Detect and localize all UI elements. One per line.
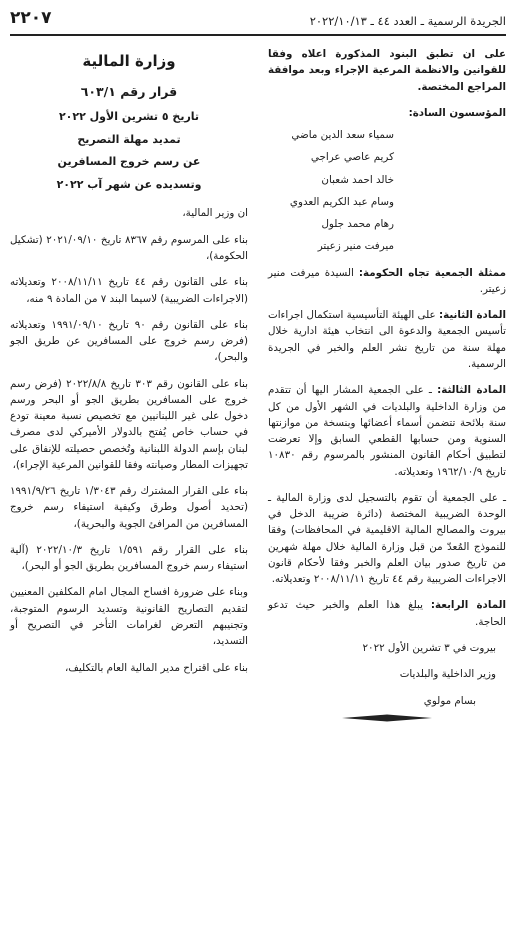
representative-paragraph	[268, 265, 506, 298]
article-3-label: المادة الثالثة:	[437, 384, 507, 397]
preamble-clause: بناء على القرار رقم ١/٥٩١ تاريخ ٢٠٢٢/١٠/٣ (آلية استيفاء رسم خروج المسافرين بطريق الجو أو البحر)،	[10, 543, 248, 573]
article-3-text: ـ على الجمعية المشار اليها أن تتقدم من وزارة الداخلية والبلديات في الشهر الأول من كل سنة بلائحة تتضمن أسماء أعضائها وبنسخة من موازنتها السنوية ومن حسابها القطعي السابق وإلا تعرضت لتطبيق أحكام القانون المنشور بالمرسوم رقم ١٠٨٣٠ تاريخ ١٩٦٢/١٠/٩ وتعديلاته.	[268, 384, 506, 478]
preamble-opening: ان وزير المالية،	[182, 207, 248, 220]
signature-title: وزير الداخلية والبلديات	[399, 668, 496, 681]
preamble-clause: بناء على القانون رقم ٣٠٣ تاريخ ٢٠٢٢/٨/٨ (فرض رسم خروج على المسافرين بطريق الجو أو البحر ورسم دخول على غير اللبنانيين مع تخصيص نسبة معينة تودع في حساب خاص يُفتح بالدولار الأميركي لدى مصرف لبنان بإسم الدولة اللبنانية وتُخصص حصيلته للإنفاق على تجهيزات المطار وصيانته وفقا للقوانين المرعية الإجراء)،	[10, 377, 248, 471]
founder-name: ميرفت منير زعيتر	[317, 240, 394, 253]
decision-subject-1: تمديد مهلة التصريح	[77, 132, 181, 146]
article-4	[268, 597, 506, 630]
signature-name: بسام مولوي	[423, 694, 476, 707]
preamble-clause: بناء على اقتراح مدير المالية العام بالتكليف،	[64, 661, 248, 674]
decision-subject-3: وتسديده عن شهر آب ٢٠٢٢	[56, 177, 202, 191]
header-title: الجريدة الرسمية ـ العدد ٤٤ ـ ٢٠٢٢/١٠/١٣	[309, 14, 506, 28]
preamble-clause: بناء على القرار المشترك رقم ١/٣٠٤٣ تاريخ ١٩٩١/٩/٢٦ (تحديد أصول وطرق وكيفية استيفاء رسم خروج المسافرين من المرافئ الجوية والبحرية)،	[10, 485, 248, 530]
preamble-clause: بناء على القانون رقم ٤٤ تاريخ ٢٠٠٨/١١/١١ وتعديلاته (الاجراءات الضريبية) لاسيما البند ٧ من المادة ٩ منه،	[10, 276, 248, 305]
article-2-text: على الهيئة التأسيسية استكمال اجراءات تأسيس الجمعية والدعوة الى انتخاب هيئة ادارية خلال مهلة سنة من تاريخ نشر العلم والخبر في الجريدة الرسمية.	[268, 309, 506, 370]
signature-date: بيروت في ٣ تشرين الأول ٢٠٢٢	[362, 641, 496, 654]
decision-subject-2: عن رسم خروج المسافرين	[57, 155, 201, 169]
founder-name: خالد احمد شعبان	[321, 173, 394, 186]
diamond-divider-icon	[342, 714, 432, 722]
article-2-label: المادة الثانية:	[438, 309, 506, 322]
page-header	[10, 10, 506, 36]
right-column	[268, 46, 506, 727]
ministry-title: وزارة المالية	[82, 52, 176, 70]
preamble-clause: بناء على المرسوم رقم ٨٣٦٧ تاريخ ٢٠٢١/٠٩/١٠ (تشكيل الحكومة)،	[10, 233, 248, 262]
preamble-clause: بناء على القانون رقم ٩٠ تاريخ ١٩٩١/٠٩/١٠ وتعديلاته (فرض رسم خروج على المسافرين عن طريق الجو والبحر)،	[10, 318, 248, 364]
preamble-clause: وبناء على ضرورة افساح المجال امام المكلفين المعنيين لتقديم التصاريح القانونية وتسديد الرسوم المتوجبة، وتجنيبهم التعرض لغرامات التأخر في التصريح أو التسديد،	[10, 586, 248, 648]
article-2	[268, 307, 506, 372]
founder-name: كريم عاصي عراجي	[310, 151, 394, 164]
founder-name: وسام عبد الكريم العدوي	[289, 195, 394, 208]
decision-number: قرار رقم ٦٠٣/١	[80, 83, 178, 99]
article-4-label: المادة الرابعة:	[430, 599, 506, 612]
article-4-text: يبلغ هذا العلم والخبر حيث تدعو الحاجة.	[268, 599, 506, 628]
intro-paragraph: على ان تطبق البنود المذكورة اعلاه وفقا للقوانين والانظمة المرعية الإجراء وبعد موافقة المراجع المختصة.	[268, 48, 506, 93]
left-column	[10, 46, 248, 686]
representative-label: ممثلة الجمعية تجاه الحكومة:	[358, 266, 506, 279]
article-3	[268, 382, 506, 480]
representative-text: السيدة ميرفت منير زعيتر.	[268, 266, 506, 295]
article-3-clause-b: ـ على الجمعية أن تقوم بالتسجيل لدى وزارة المالية ـ الوحدة الضريبية المختصة (دائرة ضريبة الدخل في بيروت والمصالح المالية الاقليمية في المحافظات) وفقا للنموذج المُعدّ من قبل وزارة المالية خلال مهلة شهرين من تاريخ صدور بيان العلم والخبر وفقا لأحكام قانون الاجراءات الضريبية رقم ٤٤ تاريخ ٢٠٠٨/١١/١١ وتعديلاته.	[268, 491, 506, 586]
divider-ornament	[268, 711, 506, 727]
founder-name: رهام محمد جلول	[321, 218, 394, 231]
page-number: ٢٢٠٧	[10, 8, 52, 28]
decision-date: تاريخ ٥ تشرين الأول ٢٠٢٢	[58, 110, 200, 124]
founder-name: سمياء سعد الدين ماضي	[291, 129, 394, 142]
founders-title: المؤسسون السادة:	[408, 106, 506, 119]
